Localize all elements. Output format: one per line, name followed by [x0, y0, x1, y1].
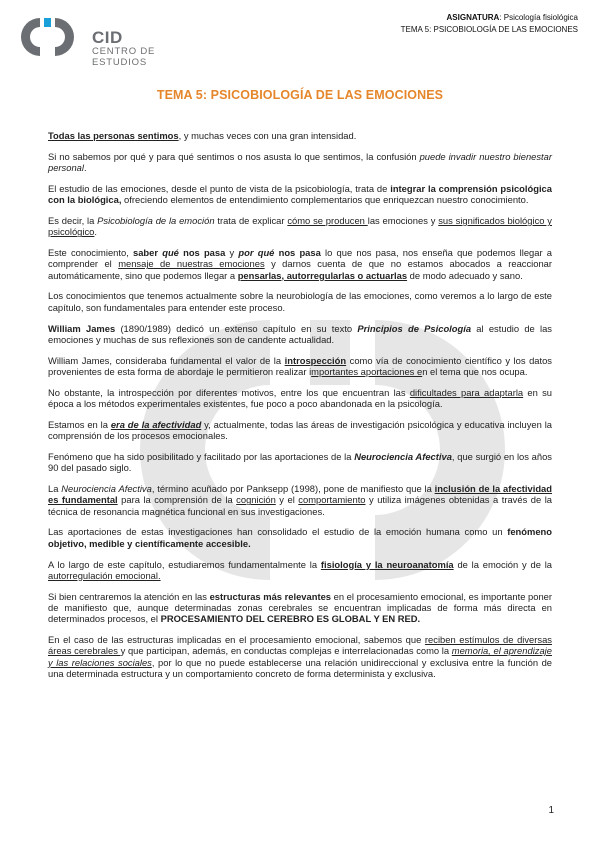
text-span: inclusión de la afectividad es fundamental [48, 483, 553, 506]
text-span: memoria, el aprendizaje y las relaciones sociales [48, 645, 552, 668]
text-span: , y muchas veces con una gran intensidad. [178, 130, 357, 141]
text-span: y darnos cuenta de que no estamos abocados a reaccionar automáticamente, sino que podemos llegar a [48, 258, 552, 281]
text-span: nos pasa [178, 247, 226, 259]
logo-sub-text-1: CENTRO DE [92, 46, 156, 57]
text-span: al estudio de las emociones y muchas de sus reflexiones son de candente actualidad. [48, 322, 552, 345]
text-span: . [94, 226, 97, 238]
text-span: reciben estímulos de diversas áreas cerebrales [48, 634, 552, 657]
text-span: puede invadir nuestro bienestar personal [48, 150, 552, 174]
text-span: para la comprensión de la [117, 494, 237, 506]
text-span: fenómeno objetivo, medible y científicamente accesible. [48, 526, 552, 549]
text-span: Principios de Psicología [357, 322, 472, 334]
text-span: y [225, 247, 239, 259]
text-span: saber [133, 247, 163, 259]
topic-line: TEMA 5: PSICOBIOLOGÍA DE LAS EMOCIONES [400, 25, 578, 34]
text-span: introspección [284, 354, 347, 366]
text-span: ofreciendo elementos de entendimiento complementarios que enriquezcan nuestro conocimiento. [121, 194, 529, 206]
text-span: cognición [236, 494, 276, 506]
text-span: , término acuñado por Panksepp (1998), pone de manifiesto que la [151, 483, 435, 495]
text-span: Si bien centraremos la atención en las [48, 590, 210, 602]
text-span: nos pasa [274, 247, 321, 259]
text-span: de la emoción y de la [453, 558, 553, 570]
text-span: lo que nos pasa, nos enseña que podemos llegar a comprender el [48, 247, 553, 270]
text-span: mportantes aportaciones e [311, 365, 423, 377]
text-span: y, actualmente, todas las áreas de investigación psicológica y educativa incluyen la comprensión de los procesos emocionales. [48, 418, 552, 442]
text-span: William James, consideraba fundamental el valor de la [48, 354, 285, 366]
text-span: Neurociencia Afectiva [354, 450, 452, 462]
text-span: integrar la comprensión psicológica con la biológica, [48, 182, 552, 206]
paragraph-10 [48, 419, 552, 442]
text-span: qué [162, 247, 179, 259]
text-span: en el procesamiento emocional, es importante poner de manifiesto que, aunque determinadas zonas cerebrales se encuentran implicadas de forma más directa en determinados procesos, el [48, 590, 552, 625]
text-span: (1890/1989) dedicó un extenso capítulo en su texto [115, 322, 358, 334]
paragraph-12 [48, 483, 552, 517]
cid-logo [20, 14, 180, 68]
document-body [48, 130, 552, 689]
text-span: dificultades para adaptarla [409, 386, 524, 398]
text-span: trata de explicar [214, 214, 288, 226]
paragraph-3 [48, 183, 552, 206]
paragraph-15 [48, 591, 552, 625]
text-span: Es decir, la [48, 214, 98, 226]
text-span: mensaje de nuestras emociones [118, 258, 265, 270]
subject-value: Psicología fisiológica [503, 13, 578, 22]
document-title: TEMA 5: PSICOBIOLOGÍA DE LAS EMOCIONES [156, 88, 444, 102]
text-span: Este conocimiento, [48, 247, 133, 259]
paragraph-4 [48, 215, 552, 238]
text-span: Si no sabemos por qué y para qué sentimos o nos asusta lo que sentimos, la confusión [48, 150, 420, 162]
text-span: A lo largo de este capítulo, estudiaremos fundamentalmente la [48, 558, 321, 570]
text-span: El estudio de las emociones, desde el punto de vista de la psicobiología, trata de [48, 182, 391, 194]
text-span: autorregulación emocional. [48, 569, 161, 581]
text-span: William James [48, 322, 116, 334]
text-span: de modo adecuado y sano. [407, 269, 523, 281]
text-span: y que participan, además, en conductas complejas e interrelacionadas como la [120, 645, 452, 657]
paragraph-7 [48, 323, 552, 346]
paragraph-11 [48, 451, 552, 474]
paragraph-1 [48, 130, 552, 141]
text-span: No obstante, la introspección por diferentes motivos, entre los que encuentran las [48, 386, 410, 398]
logo-text [92, 29, 155, 67]
text-span: n el tema que nos ocupa. [422, 365, 528, 377]
subject-line: ASIGNATURA: Psicología fisiológica [446, 13, 578, 22]
text-span: Neurociencia Afectiva [61, 483, 152, 495]
text-span: y utiliza imágenes obtenidas a través de la técnica de resonancia magnética funcional en sus investigaciones. [48, 494, 552, 517]
text-span: La [48, 483, 62, 495]
text-span: por qué [238, 247, 275, 259]
text-span: sus significados biológico y psicológico [48, 214, 552, 238]
text-span: , por lo que no puede establecerse una relación unidireccional y exclusiva entre la función de una determinada estructura y un comportamiento concreto de forma determinista y exclusiva. [48, 656, 552, 679]
logo-sub-text-2: ESTUDIOS [92, 56, 147, 68]
subject-label: ASIGNATURA [446, 13, 500, 22]
text-span: pensarlas, autorregularlas o actuarlas [237, 269, 408, 281]
text-span: y el [275, 494, 299, 506]
text-span: fisiología y la neuroanatomía [320, 558, 454, 570]
text-span: en su época a los métodos experimentales existentes, fue poco a poco abandonada en la psicología. [48, 386, 552, 410]
text-span: En el caso de las estructuras implicadas en el procesamiento emocional, sabemos que [48, 634, 425, 645]
text-span: PROCESAMIENTO DEL CEREBRO ES GLOBAL Y EN RED. [160, 613, 421, 625]
text-span: estructuras más relevantes [209, 590, 332, 602]
paragraph-14 [48, 559, 552, 582]
cid-logo-icon [20, 14, 80, 60]
paragraph-6 [48, 290, 552, 313]
paragraph-2 [48, 151, 552, 174]
text-span: cómo se producen [287, 214, 368, 226]
text-span: Las aportaciones de estas investigaciones han consolidado el estudio de la emoción humana como un [48, 526, 508, 538]
text-span: Fenómeno que ha sido posibilitado y facilitado por las aportaciones de la [48, 450, 355, 462]
paragraph-5 [48, 247, 552, 281]
page-number: 1 [548, 805, 554, 816]
text-span: Todas las personas sentimos [48, 130, 179, 141]
paragraph-9 [48, 387, 552, 410]
text-span: Estamos en la [48, 418, 111, 430]
text-span: las emociones y [367, 214, 439, 226]
paragraph-8 [48, 355, 552, 378]
paragraph-16 [48, 634, 552, 679]
page-header [401, 12, 578, 36]
text-span: comportamiento [298, 494, 366, 506]
text-span: Psicobiología de la emoción [97, 214, 215, 226]
text-span: como vía de conocimiento científico y los datos provenientes de esta forma de abordaje le permitieron realizar i [48, 354, 552, 377]
paragraph-13 [48, 526, 552, 549]
text-span: era de la afectividad [110, 418, 202, 430]
logo-main-text: CID [92, 28, 123, 47]
text-span: , que surgió en los años 90 del pasado siglo. [48, 450, 552, 474]
text-span: . [83, 162, 87, 174]
text-span: Los conocimientos que tenemos actualmente sobre la neurobiología de las emociones, como veremos a lo largo de este capítulo, son fundamentales para entender este proceso. [48, 290, 552, 313]
